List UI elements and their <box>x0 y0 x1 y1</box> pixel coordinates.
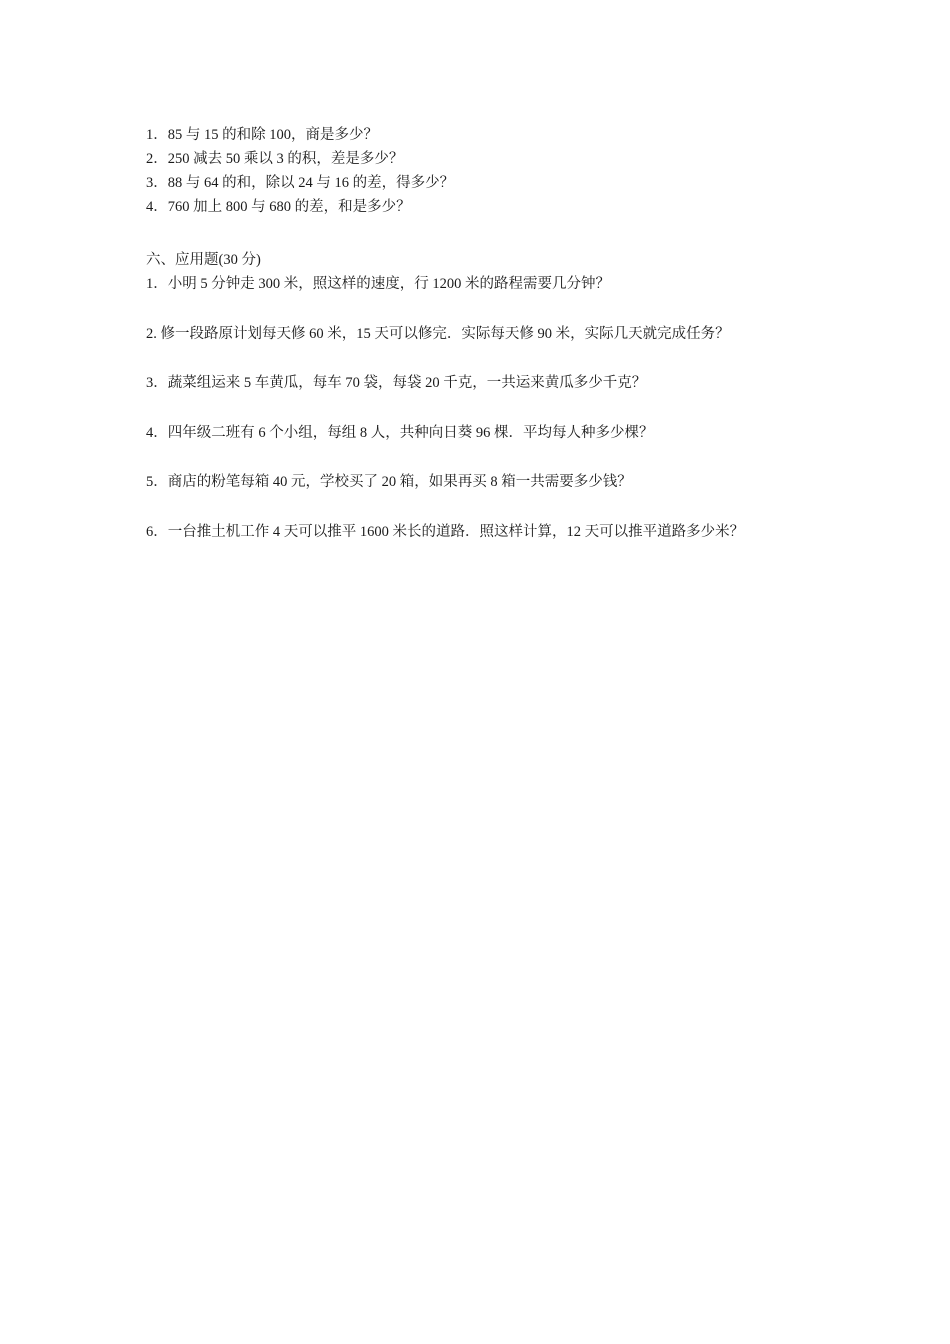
application-question-5: 5．商店的粉笔每箱 40 元，学校买了 20 箱，如果再买 8 箱一共需要多少钱？ <box>146 474 632 490</box>
application-question-list <box>146 272 890 569</box>
application-question-1: 1．小明 5 分钟走 300 米，照这样的速度，行 1200 米的路程需要几分钟？ <box>146 276 610 292</box>
calc-question-3: 3．88 与 64 的和，除以 24 与 16 的差，得多少？ <box>146 175 455 191</box>
application-question-2: 2. 修一段路原计划每天修 60 米，15 天可以修完．实际每天修 90 米，实际几天就完成任务？ <box>146 325 730 342</box>
calc-question-1: 1．85 与 15 的和除 100，商是多少？ <box>146 127 378 143</box>
application-question-3: 3．蔬菜组运来 5 车黄瓜，每车 70 袋，每袋 20 千克，一共运来黄瓜多少千克？ <box>146 375 647 391</box>
calc-question-list <box>146 123 890 219</box>
section-title: 六、应用题(30 分) <box>146 252 261 268</box>
application-question-6: 6．一台推土机工作 4 天可以推平 1600 米长的道路．照这样计算，12 天可以推平道路多少米？ <box>146 523 745 540</box>
calc-question-4: 4．760 加上 800 与 680 的差，和是多少？ <box>146 199 411 215</box>
calc-question-2: 2．250 减去 50 乘以 3 的积，差是多少？ <box>146 151 404 167</box>
application-question-4: 4．四年级二班有 6 个小组，每组 8 人，共种向日葵 96 棵．平均每人种多少棵？ <box>146 424 654 441</box>
